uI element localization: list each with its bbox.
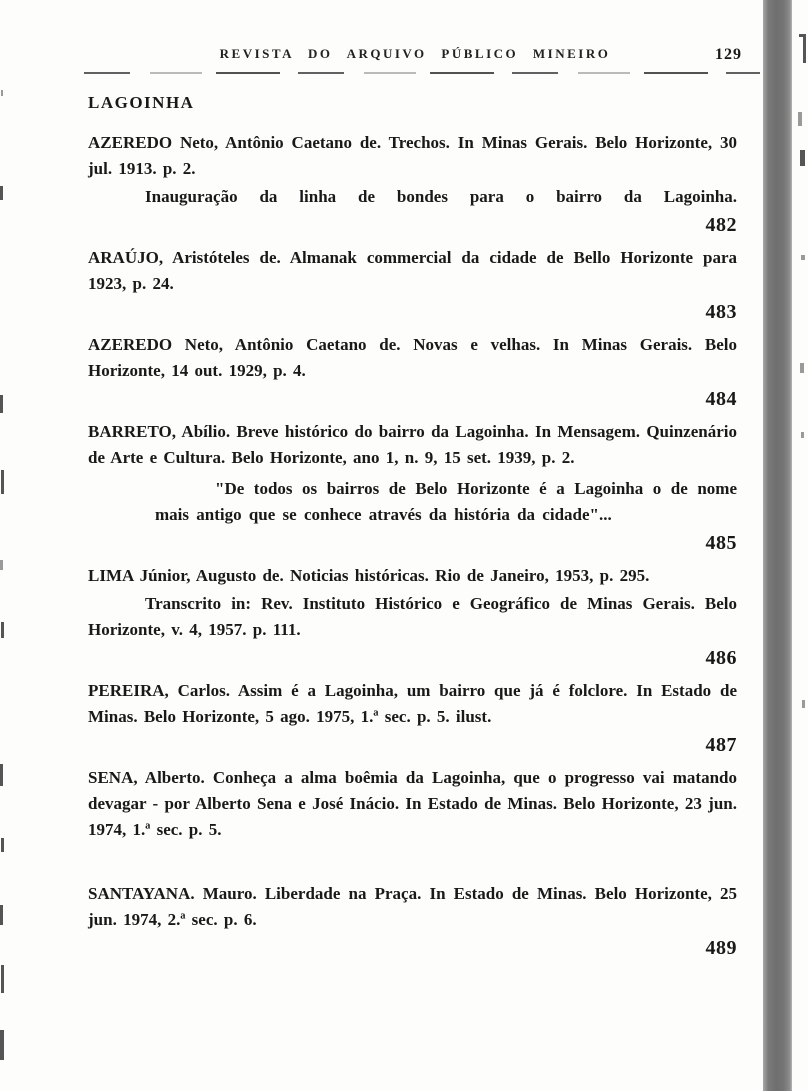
bib-entry-482 <box>88 130 737 237</box>
quotation-text: "De todos os bairros de Belo Horizonte é a Lagoinha o de nome mais antigo que se conhece através da história da cidade"... <box>155 479 737 524</box>
annotation-text: Transcrito in: Rev. Instituto Histórico e Geográfico de Minas Gerais. Belo Horizonte, v. 4, 1957. p. 111. <box>88 594 737 639</box>
bib-entry-489 <box>88 881 737 960</box>
scan-artifact <box>803 37 806 63</box>
scan-artifact <box>0 395 3 413</box>
bib-entry-487 <box>88 678 737 757</box>
citation-text: SENA, Alberto. Conheça a alma boêmia da Lagoinha, que o progresso vai matando devagar - por Alberto Sena e José Inácio. In Estado de Minas. Belo Horizonte, 23 jun. 1974, 1.ª sec. p. 5. <box>88 768 737 839</box>
entry-number: 489 <box>705 937 737 959</box>
citation-text: SANTAYANA. Mauro. Liberdade na Praça. In Estado de Minas. Belo Horizonte, 25 jun. 1974, 2.ª sec. p. 6. <box>88 884 737 929</box>
scan-artifact <box>801 432 804 438</box>
citation-text: PEREIRA, Carlos. Assim é a Lagoinha, um bairro que já é folclore. In Estado de Minas. Belo Horizonte, 5 ago. 1975, 1.ª sec. p. 5. ilust. <box>88 681 737 726</box>
scan-artifact <box>801 255 805 260</box>
bib-entry-483 <box>88 245 737 324</box>
scan-artifact <box>800 363 804 373</box>
scan-artifact <box>800 150 805 166</box>
entry-number: 485 <box>705 532 737 554</box>
bib-entry-486 <box>88 563 737 670</box>
annotation-text: Inauguração da linha de bondes para o bairro da Lagoinha. <box>145 187 737 206</box>
scan-artifact <box>798 112 802 126</box>
bib-entry-484 <box>88 332 737 411</box>
section-title: LAGOINHA <box>88 93 195 112</box>
scan-artifact <box>1 622 4 638</box>
scan-artifact <box>0 560 3 570</box>
entry-number: 487 <box>705 734 737 756</box>
entry-number: 483 <box>705 301 737 323</box>
scan-artifact <box>1 965 4 993</box>
scan-artifact <box>1 838 4 852</box>
scan-artifact <box>0 186 3 200</box>
scan-artifact <box>0 764 3 786</box>
page-content <box>88 90 737 960</box>
citation-text: ARAÚJO, Aristóteles de. Almanak commercial da cidade de Bello Horizonte para 1923, p. 24. <box>88 248 737 293</box>
entry-number: 484 <box>705 388 737 410</box>
journal-title: REVISTA DO ARQUIVO PÚBLICO MINEIRO <box>219 46 611 61</box>
citation-text: BARRETO, Abílio. Breve histórico do bairro da Lagoinha. In Mensagem. Quinzenário de Arte e Cultura. Belo Horizonte, ano 1, n. 9, 15 set. 1939, p. 2. <box>88 422 737 467</box>
scan-artifact <box>0 905 3 925</box>
citation-text: AZEREDO Neto, Antônio Caetano de. Trechos. In Minas Gerais. Belo Horizonte, 30 jul. 1913. p. 2. <box>88 133 737 178</box>
page-number: 129 <box>715 46 742 63</box>
citation-text: AZEREDO Neto, Antônio Caetano de. Novas e velhas. In Minas Gerais. Belo Horizonte, 14 out. 1929, p. 4. <box>88 335 737 380</box>
entry-number: 482 <box>705 214 737 236</box>
citation-text: LIMA Júnior, Augusto de. Noticias históricas. Rio de Janeiro, 1953, p. 295. <box>88 566 650 585</box>
header-rule <box>84 71 760 74</box>
gutter-shadow <box>763 0 792 1091</box>
scan-artifact <box>1 470 4 494</box>
bib-entry-485 <box>88 419 737 555</box>
entry-number: 486 <box>705 647 737 669</box>
scan-artifact <box>802 700 805 708</box>
scan-artifact <box>1 90 3 96</box>
page-header <box>88 0 742 62</box>
bib-entry-sena <box>88 765 737 843</box>
scan-artifact <box>0 1030 4 1060</box>
